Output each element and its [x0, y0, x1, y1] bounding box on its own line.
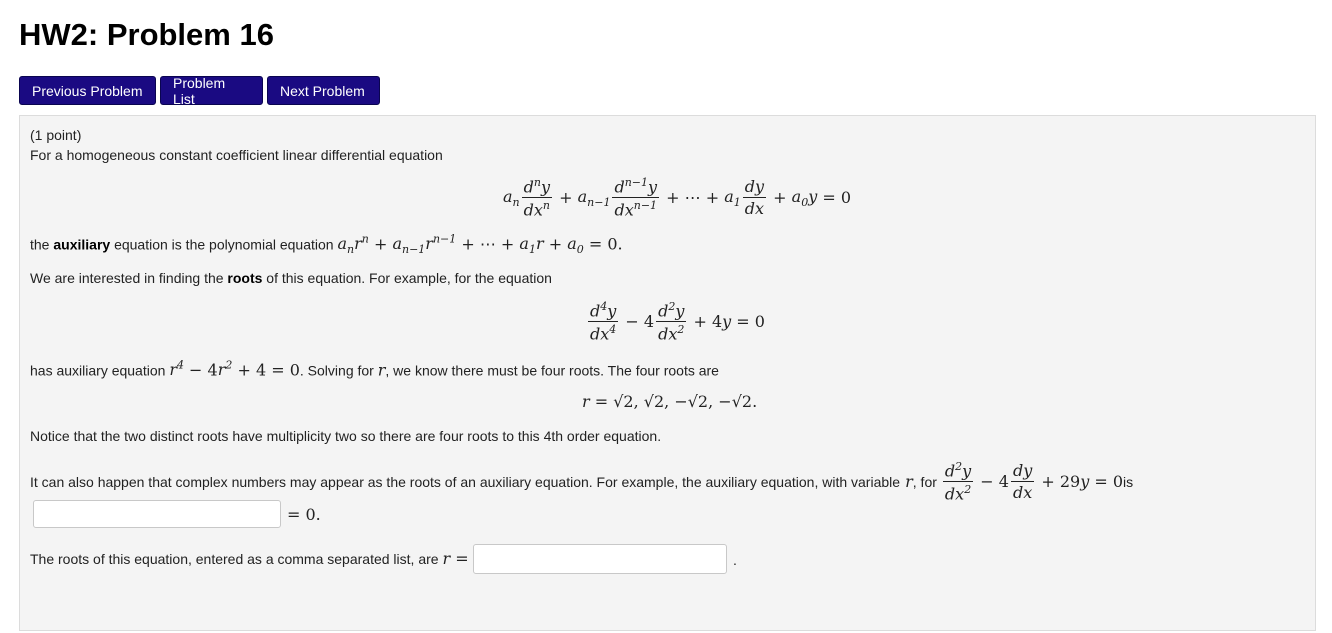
multiplicity-note: Notice that the two distinct roots have multiplicity two so there are four roots to this 4th order equation.: [30, 428, 662, 444]
auxiliary-equation-input[interactable]: [33, 500, 281, 528]
complex-example-text: It can also happen that complex numbers may appear as the roots of an auxiliary equation. For example, the auxiliary equation, with variable r , for $\frac{d^2y}{dx^2}$ − 4 $\frac{dy}{dx}$ + 29y = 0 is: [30, 460, 1134, 504]
previous-problem-button[interactable]: Previous Problem: [19, 76, 156, 105]
roots-answer-input[interactable]: [473, 544, 727, 574]
roots-interest-text: We are interested in finding the roots of this equation. For example, for the equation: [30, 270, 552, 286]
roots-answer-period: .: [733, 552, 737, 568]
example-roots-display: r = √2, √2, −√2, −√2.: [582, 392, 758, 411]
auxiliary-definition: the auxiliary equation is the polynomial equation $a_nr^n + a_{n-1}r^{n-1}$ + ⋯ + $a_1r + a_0 = 0$.: [30, 233, 623, 257]
problem-list-button[interactable]: Problem List: [160, 76, 263, 105]
problem-points: (1 point): [30, 127, 82, 143]
page-title: HW2: Problem 16: [19, 17, 274, 52]
problem-panel: [19, 115, 1316, 631]
problem-intro: For a homogeneous constant coefficient linear differential equation: [30, 147, 443, 163]
next-problem-button[interactable]: Next Problem: [267, 76, 380, 105]
roots-answer-prompt: The roots of this equation, entered as a comma separated list, are r =: [30, 549, 469, 568]
example-ode-equation: $\frac{d^4y}{dx^4}$ − 4 $\frac{d^2y}{dx^2}$ + 4y = 0: [590, 300, 765, 344]
auxiliary-bold: auxiliary: [53, 236, 111, 253]
equals-zero-label: = 0.: [287, 505, 321, 524]
roots-bold: roots: [227, 270, 263, 286]
example-auxiliary-text: has auxiliary equation $r^4 - 4r^2 + 4 = 0$. Solving for r, we know there must be four roots. The four roots are: [30, 359, 719, 380]
problem-navigation: [19, 76, 380, 105]
general-ode-equation: $a_n$ $\frac{d^ny}{dx^n}$ + $a_{n-1}$ $\frac{d^{n-1}y}{dx^{n-1}}$ + ⋯ + $a_1$ $\frac{dy}{dx}$ + $a_0y$ = 0: [503, 176, 851, 220]
